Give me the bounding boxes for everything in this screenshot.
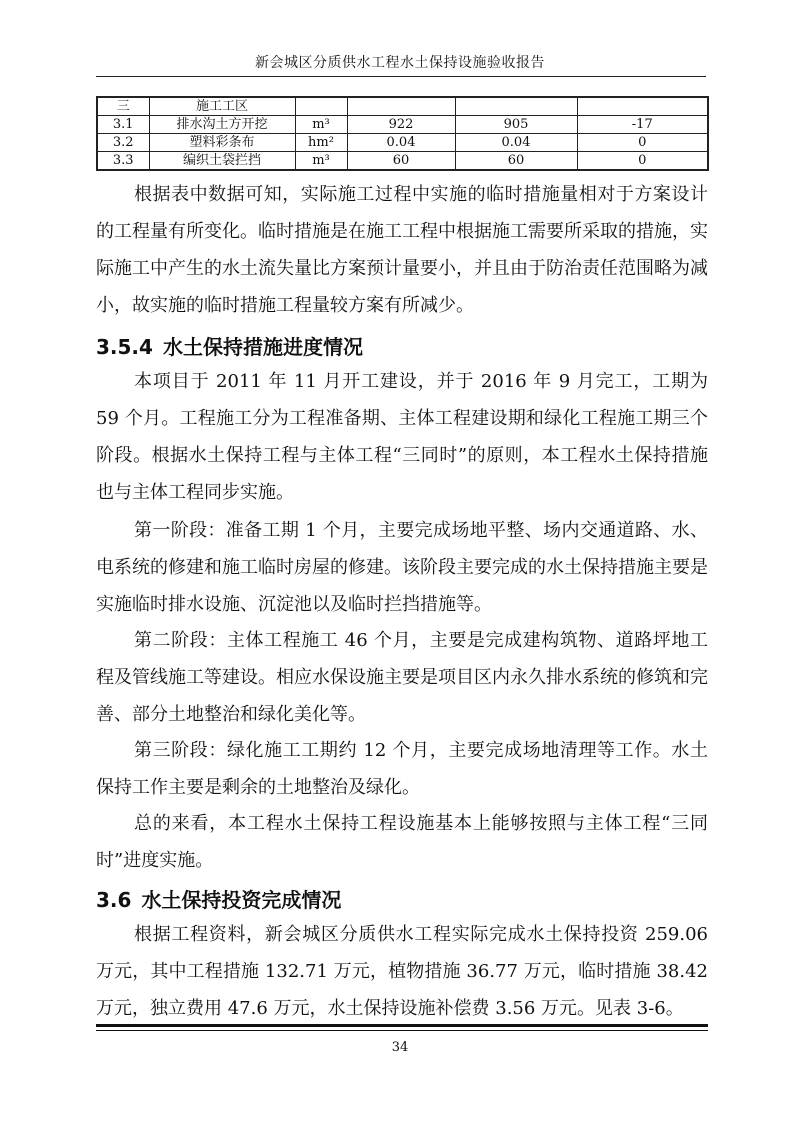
table-cell: m³ — [295, 152, 347, 171]
table-row — [97, 97, 708, 116]
table-cell: 3.1 — [97, 116, 149, 134]
measures-table — [96, 96, 709, 171]
table-cell: 3.2 — [97, 134, 149, 152]
footer-rule-thick — [96, 1024, 708, 1027]
table-row — [97, 134, 708, 152]
table-cell: 0 — [577, 152, 708, 171]
table-cell: 0.04 — [347, 134, 455, 152]
table-cell: 922 — [347, 116, 455, 134]
table-cell: 编织土袋拦挡 — [149, 152, 295, 171]
table-cell: 60 — [455, 152, 577, 171]
table-cell: m³ — [295, 116, 347, 134]
header-rule — [96, 76, 706, 77]
footer-rule-thin — [96, 1030, 708, 1031]
table-cell — [577, 97, 708, 116]
section-heading-3-6 — [96, 884, 341, 913]
section-title: 水土保持措施进度情况 — [162, 335, 363, 359]
table-cell — [455, 97, 577, 116]
paragraph-schedule: 本项目于 2011 年 11 月开工建设，并于 2016 年 9 月完工，工期为 59 个月。工程施工分为工程准备期、主体工程建设期和绿化工程施工期三个阶段。根据水土保持工程与主体工程“三同时”的原则，本工程水土保持措施也与主体工程同步实施。 — [96, 371, 708, 503]
paragraph-investment: 根据工程资料，新会城区分质供水工程实际完成水土保持投资 259.06 万元，其中工程措施 132.71 万元，植物措施 36.77 万元，临时措施 38.42 万元，独立费用 47.6 万元，水土保持设施补偿费 3.56 万元。见表 3-6。 — [96, 924, 708, 1019]
paragraph-phase-one: 第一阶段：准备工期 1 个月，主要完成场地平整、场内交通道路、水、电系统的修建和施工临时房屋的修建。该阶段主要完成的水土保持措施主要是实施临时排水设施、沉淀池以及临时拦挡措施等。 — [96, 520, 708, 615]
section-number: 3.5.4 — [96, 335, 153, 359]
table-row — [97, 152, 708, 171]
table-row — [97, 116, 708, 134]
page-number: 34 — [391, 1040, 409, 1055]
table-cell: 60 — [347, 152, 455, 171]
section-number: 3.6 — [96, 888, 132, 912]
table-cell: 施工工区 — [149, 97, 295, 116]
table-cell: -17 — [577, 116, 708, 134]
paragraph-temporary-measures: 根据表中数据可知，实际施工过程中实施的临时措施量相对于方案设计的工程量有所变化。临时措施是在施工工程中根据施工需要所采取的措施，实际施工中产生的水土流失量比方案预计量要小，并且由于防治责任范围略为减小，故实施的临时措施工程量较方案有所减少。 — [96, 184, 708, 316]
section-heading-3-5-4 — [96, 331, 363, 360]
table-cell: 0 — [577, 134, 708, 152]
paragraph-summary: 总的来看，本工程水土保持工程设施基本上能够按照与主体工程“三同时”进度实施。 — [96, 813, 708, 871]
table-cell: 905 — [455, 116, 577, 134]
table-cell: 3.3 — [97, 152, 149, 171]
table-cell: 三 — [97, 97, 149, 116]
section-title: 水土保持投资完成情况 — [141, 888, 342, 912]
table-cell: 0.04 — [455, 134, 577, 152]
table-cell: 排水沟土方开挖 — [149, 116, 295, 134]
running-header: 新会城区分质供水工程水土保持设施验收报告 — [255, 55, 545, 71]
paragraph-phase-three: 第三阶段：绿化施工工期约 12 个月，主要完成场地清理等工作。水土保持工作主要是剩余的土地整治及绿化。 — [96, 740, 708, 798]
table-cell — [347, 97, 455, 116]
table-cell: 塑料彩条布 — [149, 134, 295, 152]
table-cell — [295, 97, 347, 116]
paragraph-phase-two: 第二阶段：主体工程施工 46 个月，主要是完成建构筑物、道路坪地工程及管线施工等建设。相应水保设施主要是项目区内永久排水系统的修筑和完善、部分土地整治和绿化美化等。 — [96, 630, 708, 725]
table-cell: hm² — [295, 134, 347, 152]
